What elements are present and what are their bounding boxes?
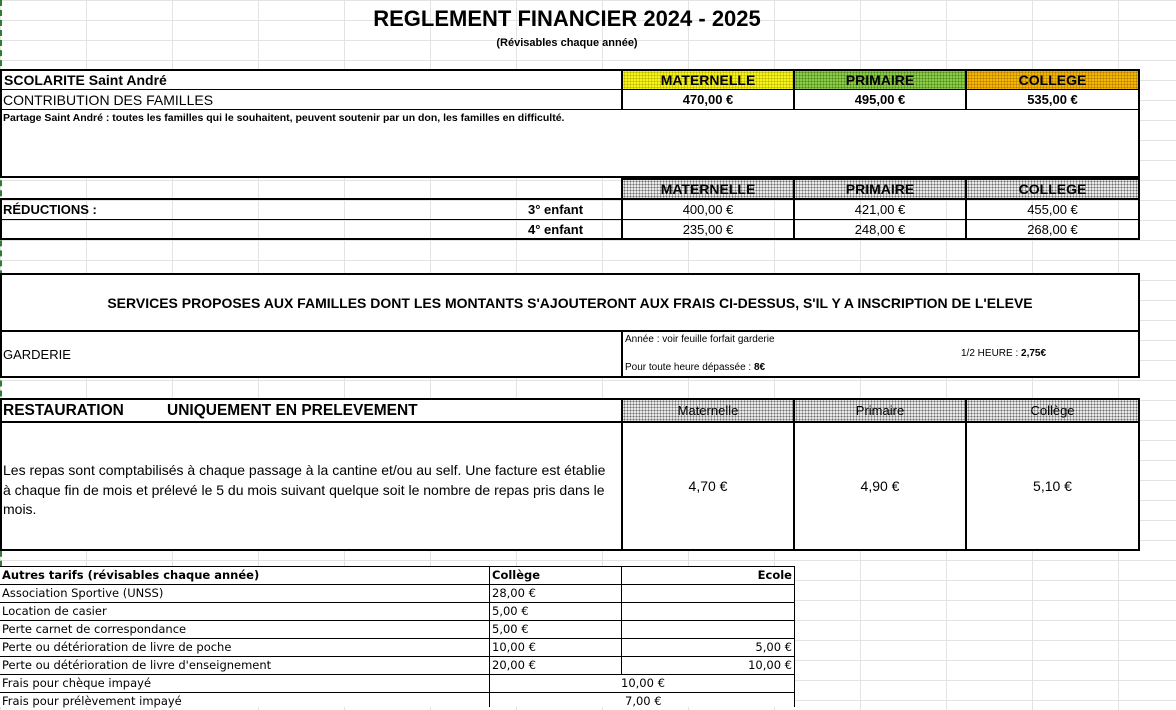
reduction-4-label: 4° enfant [528,222,584,237]
contribution-maternelle: 470,00 € [682,92,734,107]
col-ecole-header: Ecole [757,568,792,582]
demi-heure-prefix: 1/2 HEURE : [961,348,1022,359]
header-college: COLLEGE [967,71,1138,89]
contribution-college: 535,00 € [1027,92,1078,107]
garderie-label: GARDERIE [3,346,71,362]
row-college: 10,00 € [492,640,536,654]
row-label: Frais pour chèque impayé [2,676,152,690]
reduction-3-college: 455,00 € [1027,202,1078,217]
row-label: Frais pour prélèvement impayé [2,694,182,708]
partage-note: Partage Saint André : toutes les familles qui le souhaitent, peuvent soutenir par un don, les familles en difficulté. [3,112,565,124]
table-row [0,620,795,638]
reductions-header-maternelle: MATERNELLE [623,180,793,198]
row-label: Perte ou détérioration de livre d'enseignement [2,658,272,672]
autres-tarifs-table [0,566,795,707]
garderie-annee-note: Année : voir feuille forfait garderie [625,334,775,345]
restauration-label: RESTAURATION [3,401,124,419]
row-value: 7,00 € [625,694,662,708]
reduction-3-maternelle: 400,00 € [682,202,734,217]
table-header-row [0,566,795,584]
row-college: 20,00 € [492,658,536,672]
table-row [0,692,795,710]
contribution-label: CONTRIBUTION DES FAMILLES [3,91,214,108]
garderie-demi-heure [961,348,1046,359]
reduction-4-college: 268,00 € [1027,222,1078,237]
page-subtitle: (Révisables chaque année) [496,37,638,49]
page-title: REGLEMENT FINANCIER 2024 - 2025 [373,6,761,31]
heure-note-value: 8€ [753,362,766,373]
contribution-primaire: 495,00 € [854,92,906,107]
restauration-price-maternelle: 4,70 € [688,478,728,494]
row-label: Perte carnet de correspondance [2,622,187,636]
demi-heure-value: 2,75€ [1021,348,1047,359]
header-primaire: PRIMAIRE [795,71,965,89]
restauration-header-maternelle: Maternelle [623,400,793,421]
restauration-mode: UNIQUEMENT EN PRELEVEMENT [167,401,418,419]
garderie-heure-note [625,362,765,373]
col-college-header: Collège [492,568,541,582]
row-ecole: 5,00 € [755,640,792,654]
heure-note-prefix: Pour toute heure dépassée : [625,362,754,373]
scolarite-label: SCOLARITE Saint André [4,72,167,88]
reduction-4-maternelle: 235,00 € [682,222,734,237]
restauration-description: Les repas sont comptabilisés à chaque passage à la cantine et/ou au self. Une facture est établie à chaque fin de mois et prélevé le 5 du mois suivant quelque soit le nombre de repas pris dans le mois. [3,462,606,517]
row-label: Location de casier [2,604,107,618]
table-row [0,656,795,674]
restauration-header-college: Collège [967,400,1138,421]
row-college: 5,00 € [492,622,529,636]
table-row [0,584,795,602]
table-row [0,602,795,620]
reduction-3-label: 3° enfant [528,202,584,217]
row-label: Association Sportive (UNSS) [2,586,164,600]
row-divider [0,109,1140,110]
reduction-4-primaire: 248,00 € [854,222,906,237]
row-value: 10,00 € [621,676,665,690]
table-row [0,674,795,692]
restauration-price-primaire: 4,90 € [860,478,900,494]
autres-tarifs-header: Autres tarifs (révisables chaque année) [2,568,260,582]
services-title: SERVICES PROPOSES AUX FAMILLES DONT LES MONTANTS S'AJOUTERONT AUX FRAIS CI-DESSUS, S'IL Y A INSCRIPTION DE L'ELEVE [0,273,1140,332]
col-divider [621,330,623,378]
reductions-header-college: COLLEGE [967,180,1138,198]
reductions-header-primaire: PRIMAIRE [795,180,965,198]
reduction-3-primaire: 421,00 € [854,202,906,217]
restauration-header-primaire: Primaire [795,400,965,421]
restauration-price-college: 5,10 € [1033,478,1072,494]
table-row [0,638,795,656]
row-ecole: 10,00 € [748,658,792,672]
reductions-label: RÉDUCTIONS : [3,202,97,217]
row-label: Perte ou détérioration de livre de poche [2,640,232,654]
row-college: 5,00 € [492,604,529,618]
header-maternelle: MATERNELLE [623,71,793,89]
row-college: 28,00 € [492,586,536,600]
